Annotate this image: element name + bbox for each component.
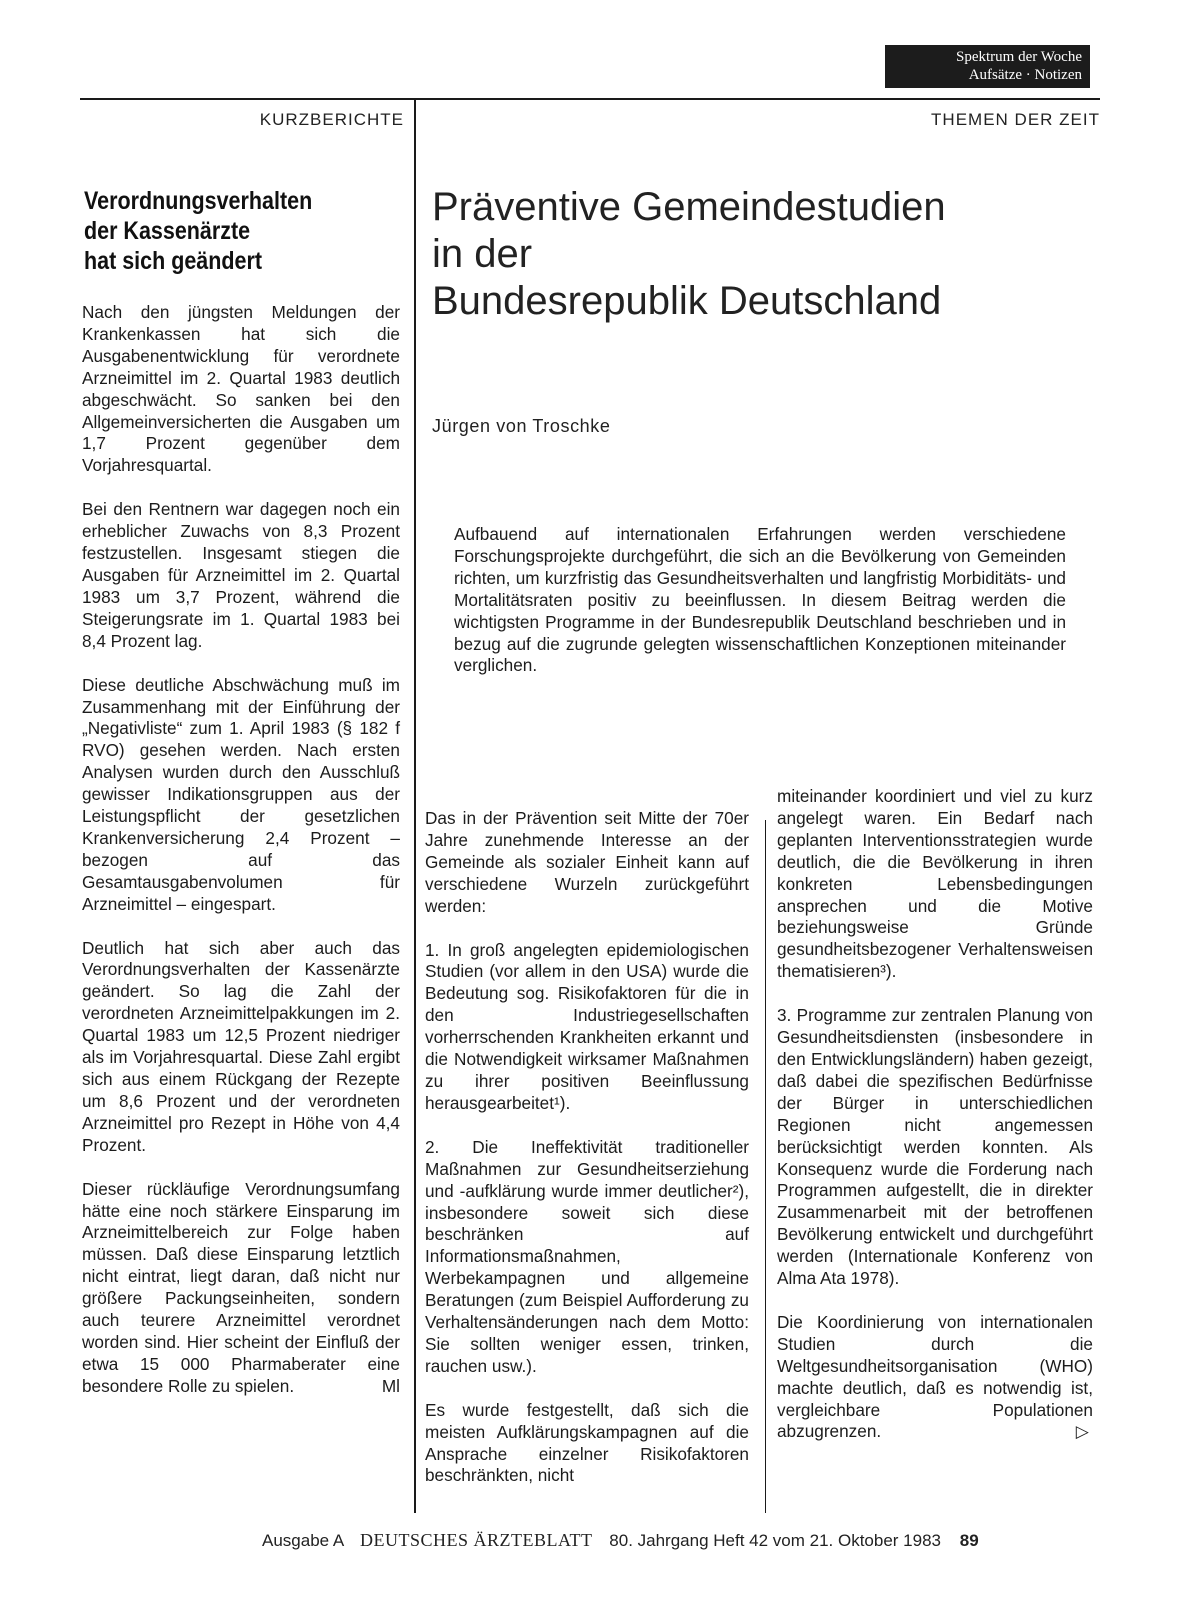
article-body-column-2: [777, 786, 1093, 1465]
headline-line: Verordnungsverhalten: [84, 187, 313, 215]
badge-line-2: Aufsätze · Notizen: [968, 67, 1082, 83]
article-body-column-1: [425, 808, 749, 1509]
article-title: [432, 184, 1092, 325]
paragraph: Das in der Prävention seit Mitte der 70er Jahre zunehmende Interesse an der Gemeinde als sozialer Einheit kann auf verschiedene Wurzeln zurückgeführt werden:: [425, 808, 749, 916]
title-line: in der: [432, 232, 533, 276]
section-label-kurzberichte: KURZBERICHTE: [259, 110, 404, 129]
paragraph: 2. Die Ineffektivität traditioneller Maßnahmen zur Gesundheitserziehung und -aufklärung wurde immer deutlicher²), insbesondere soweit sich diese beschränken auf Informationsmaßnahmen, Werbekampagnen und allgemeine Beratungen (zum Beispiel Aufforderung zu Verhaltensänderungen nach dem Motto: Sie sollten weniger essen, trinken, rauchen usw.).: [425, 1136, 749, 1376]
paragraph: Es wurde festgestellt, daß sich die meisten Aufklärungskampagnen auf die Ansprache einzelner Risikofaktoren beschränkten, nicht: [425, 1399, 749, 1486]
article-abstract: Aufbauend auf internationalen Erfahrungen werden verschiedene Forschungsprojekte durchgeführt, die sich an die Bevölkerung von Gemeinden richten, um kurzfristig das Gesundheitsverhalten und langfristig Morbiditäts- und Mortalitätsraten positiv zu beeinflussen. In diesem Beitrag werden die wichtigsten Programme in der Bundesrepublik Deutschland beschrieben und in bezug auf die zugrunde gelegten wissenschaftlichen Konzeptionen miteinander verglichen.: [454, 524, 1066, 676]
paragraph-text: Dieser rückläufige Verordnungsumfang hätte eine noch stärkere Einsparung im Arzneimittelbereich zur Folge haben müssen. Daß diese Einsparung letztlich nicht eintrat, liegt daran, daß nicht nur größere Packungseinheiten, sondern auch teurere Arzneimittel verordnet worden sind. Hier scheint der Einfluß der etwa 15 000 Pharmaberater eine besondere Rolle zu spielen.: [82, 1178, 400, 1396]
page-footer: [262, 1530, 979, 1551]
short-report-body: [82, 302, 400, 1420]
footer-publication: DEUTSCHES ÄRZTEBLATT: [360, 1530, 593, 1550]
paragraph: Bei den Rentnern war dagegen noch ein erheblicher Zuwachs von 8,3 Prozent festzustellen. Insgesamt stiegen die Ausgaben für Arzneimittel im 2. Quartal 1983 um 3,7 Prozent, während die Steigerungsrate im 1. Quartal 1983 bei 8,4 Prozent lag.: [82, 499, 400, 651]
paragraph-last: [82, 1179, 400, 1398]
badge-line-1: Spektrum der Woche: [956, 49, 1082, 65]
footer-issue: 80. Jahrgang Heft 42 vom 21. Oktober 1983: [609, 1531, 941, 1550]
continue-arrow-icon: ▷: [1075, 1421, 1089, 1442]
paragraph: 3. Programme zur zentralen Planung von Gesundheitsdiensten (insbesondere in den Entwicklungsländern) haben gezeigt, daß dabei die spezifischen Bedürfnisse der Bürger in unterschiedlichen Regionen nicht angemessen berücksichtigt werden konnten. Als Konsequenz wurde die Forderung nach Programmen aufgestellt, die in direkter Zusammenarbeit mit der betroffenen Bevölkerung entwickelt und durchgeführt werden (Internationale Konferenz von Alma Ata 1978).: [777, 1005, 1093, 1289]
top-rule: [80, 98, 1100, 100]
title-line: Präventive Gemeindestudien: [432, 185, 946, 229]
author-signoff: Ml: [381, 1375, 400, 1396]
paragraph: Deutlich hat sich aber auch das Verordnungsverhalten der Kassenärzte geändert. So lag die Zahl der verordneten Arzneimittelpakkungen im 2. Quartal 1983 um 12,5 Prozent niedriger als im Vorjahresquartal. Diese Zahl ergibt sich aus einem Rückgang der Rezepte um 8,6 Prozent und der verordneten Arzneimittel pro Rezept in Höhe von 4,4 Prozent.: [82, 937, 400, 1155]
section-badge: [885, 45, 1090, 88]
column-divider-left: [414, 98, 416, 1513]
title-line: Bundesrepublik Deutschland: [432, 279, 942, 323]
paragraph: Diese deutliche Abschwächung muß im Zusammenhang mit der Einführung der „Negativliste“ zum 1. April 1983 (§ 182 f RVO) gesehen werden. Nach ersten Analysen wurden durch den Ausschluß gewisser Indikationsgruppen aus der Leistungspflicht der gesetzlichen Krankenversicherung 2,4 Prozent – bezogen auf das Gesamtausgabenvolumen für Arzneimittel – eingespart.: [82, 674, 400, 914]
section-label-themen: THEMEN DER ZEIT: [931, 110, 1100, 129]
paragraph: 1. In groß angelegten epidemiologischen Studien (vor allem in den USA) wurde die Bedeutung sog. Risikofaktoren für die in den Industriegesellschaften vorherrschenden Krankheiten erkannt und die Notwendigkeit wirksamer Maßnahmen zu ihrer positiven Beeinflussung herausgearbeitet¹).: [425, 939, 749, 1113]
footer-edition: Ausgabe A: [262, 1531, 344, 1550]
paragraph-text: Die Koordinierung von internationalen Studien durch die Weltgesundheitsorganisation (WHO) machte deutlich, daß es notwendig ist, vergleichbare Populationen abzugrenzen.: [777, 1311, 1093, 1442]
headline-line: der Kassenärzte: [84, 217, 251, 245]
headline-line: hat sich geändert: [84, 247, 263, 275]
page-number: 89: [959, 1531, 979, 1550]
column-divider-body: [765, 820, 766, 1513]
short-report-headline: [84, 186, 359, 276]
paragraph-last: [777, 1312, 1093, 1443]
article-author: Jürgen von Troschke: [432, 416, 611, 436]
paragraph: miteinander koordiniert und viel zu kurz angelegt waren. Ein Bedarf nach geplanten Interventionsstrategien wurde deutlich, die die Bevölkerung in ihren konkreten Lebensbedingungen ansprechen und die Motive beziehungsweise Gründe gesundheitsbezogener Verhaltensweisen thematisieren³).: [777, 786, 1093, 982]
paragraph: Nach den jüngsten Meldungen der Krankenkassen hat sich die Ausgabenentwicklung für verordnete Arzneimittel im 2. Quartal 1983 deutlich abgeschwächt. So sanken bei den Allgemeinversicherten die Ausgaben um 1,7 Prozent gegenüber dem Vorjahresquartal.: [82, 302, 400, 476]
